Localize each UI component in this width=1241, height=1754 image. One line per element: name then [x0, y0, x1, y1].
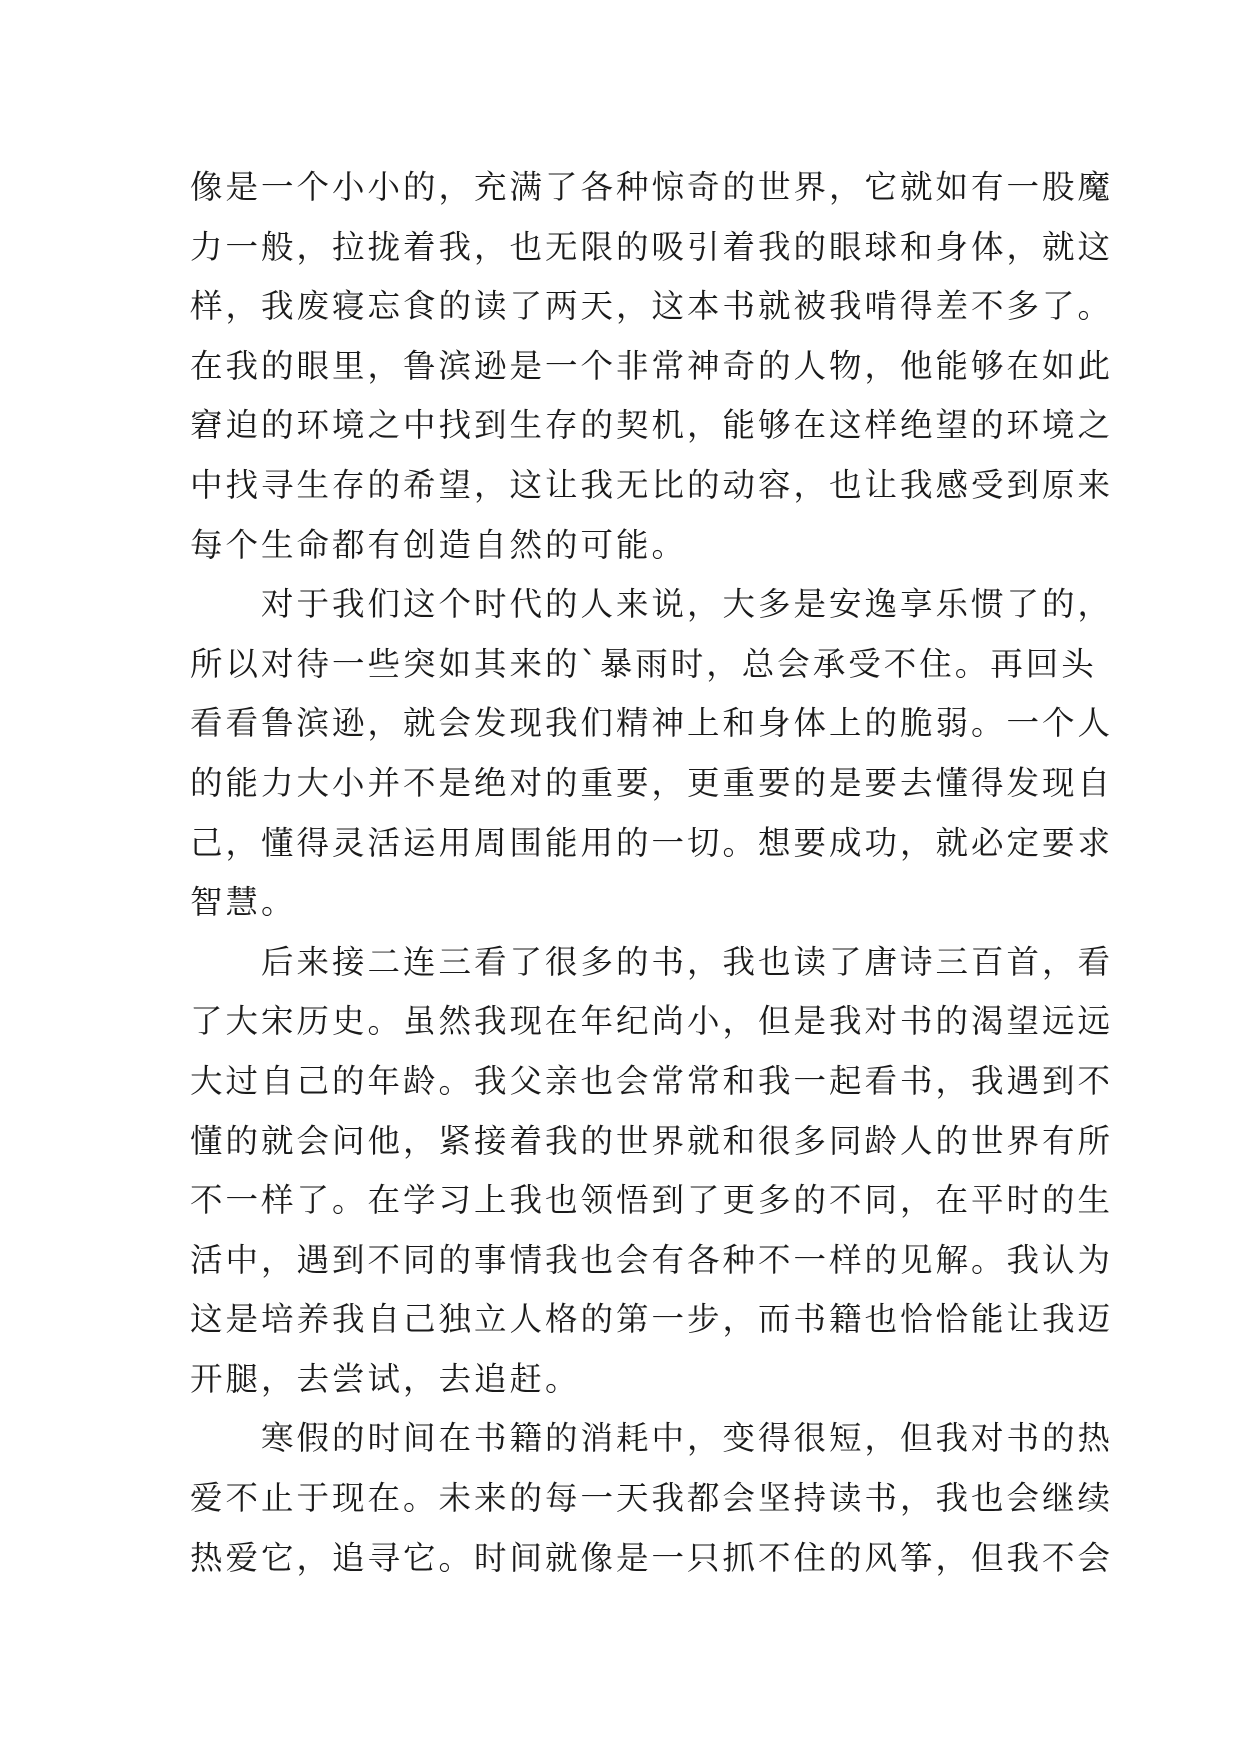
- text-line: 像是一个小小的，充满了各种惊奇的世界，它就如有一股魔: [190, 168, 1114, 206]
- paragraph-first-line: 寒假的时间在书籍的消耗中，变得很短，但我对书的热: [190, 1419, 1114, 1458]
- text-line: 懂的就会问他，紧接着我的世界就和很多同龄人的世界有所: [190, 1121, 1114, 1160]
- text-line: 力一般，拉拢着我，也无限的吸引着我的眼球和身体，就这: [190, 227, 1114, 266]
- text-line: 开腿，去尝试，去追赶。: [190, 1359, 581, 1398]
- text-line: 所以对待一些突如其来的`暴雨时，总会承受不住。再回头: [190, 644, 1097, 683]
- document-body-text: [190, 158, 1114, 1588]
- text-line: 每个生命都有创造自然的可能。: [190, 525, 688, 564]
- text-line: 的能力大小并不是绝对的重要，更重要的是要去懂得发现自: [190, 763, 1114, 802]
- text-line: 中找寻生存的希望，这让我无比的动容，也让我感受到原来: [190, 465, 1114, 504]
- text-line: 爱不止于现在。未来的每一天我都会坚持读书，我也会继续: [190, 1479, 1114, 1518]
- paragraph-first-line: 对于我们这个时代的人来说，大多是安逸享乐惯了的，: [190, 585, 1114, 624]
- text-line: 了大宋历史。虽然我现在年纪尚小，但是我对书的渴望远远: [190, 1002, 1114, 1041]
- text-line: 窘迫的环境之中找到生存的契机，能够在这样绝望的环境之: [190, 406, 1114, 445]
- paragraph-first-line: 后来接二连三看了很多的书，我也读了唐诗三百首，看: [190, 942, 1114, 981]
- text-line: 活中，遇到不同的事情我也会有各种不一样的见解。我认为: [190, 1240, 1114, 1279]
- text-line: 己，懂得灵活运用周围能用的一切。想要成功，就必定要求: [190, 823, 1114, 862]
- text-line: 不一样了。在学习上我也领悟到了更多的不同，在平时的生: [190, 1181, 1114, 1220]
- text-line: 大过自己的年龄。我父亲也会常常和我一起看书，我遇到不: [190, 1061, 1114, 1100]
- text-line: 智慧。: [190, 883, 297, 922]
- text-line: 热爱它，追寻它。时间就像是一只抓不住的风筝，但我不会: [190, 1538, 1114, 1577]
- text-line: 这是培养我自己独立人格的第一步，而书籍也恰恰能让我迈: [190, 1300, 1114, 1339]
- text-line: 看看鲁滨逊，就会发现我们精神上和身体上的脆弱。一个人: [190, 704, 1114, 743]
- text-line: 样，我废寝忘食的读了两天，这本书就被我啃得差不多了。: [190, 287, 1114, 326]
- text-line: 在我的眼里，鲁滨逊是一个非常神奇的人物，他能够在如此: [190, 346, 1114, 385]
